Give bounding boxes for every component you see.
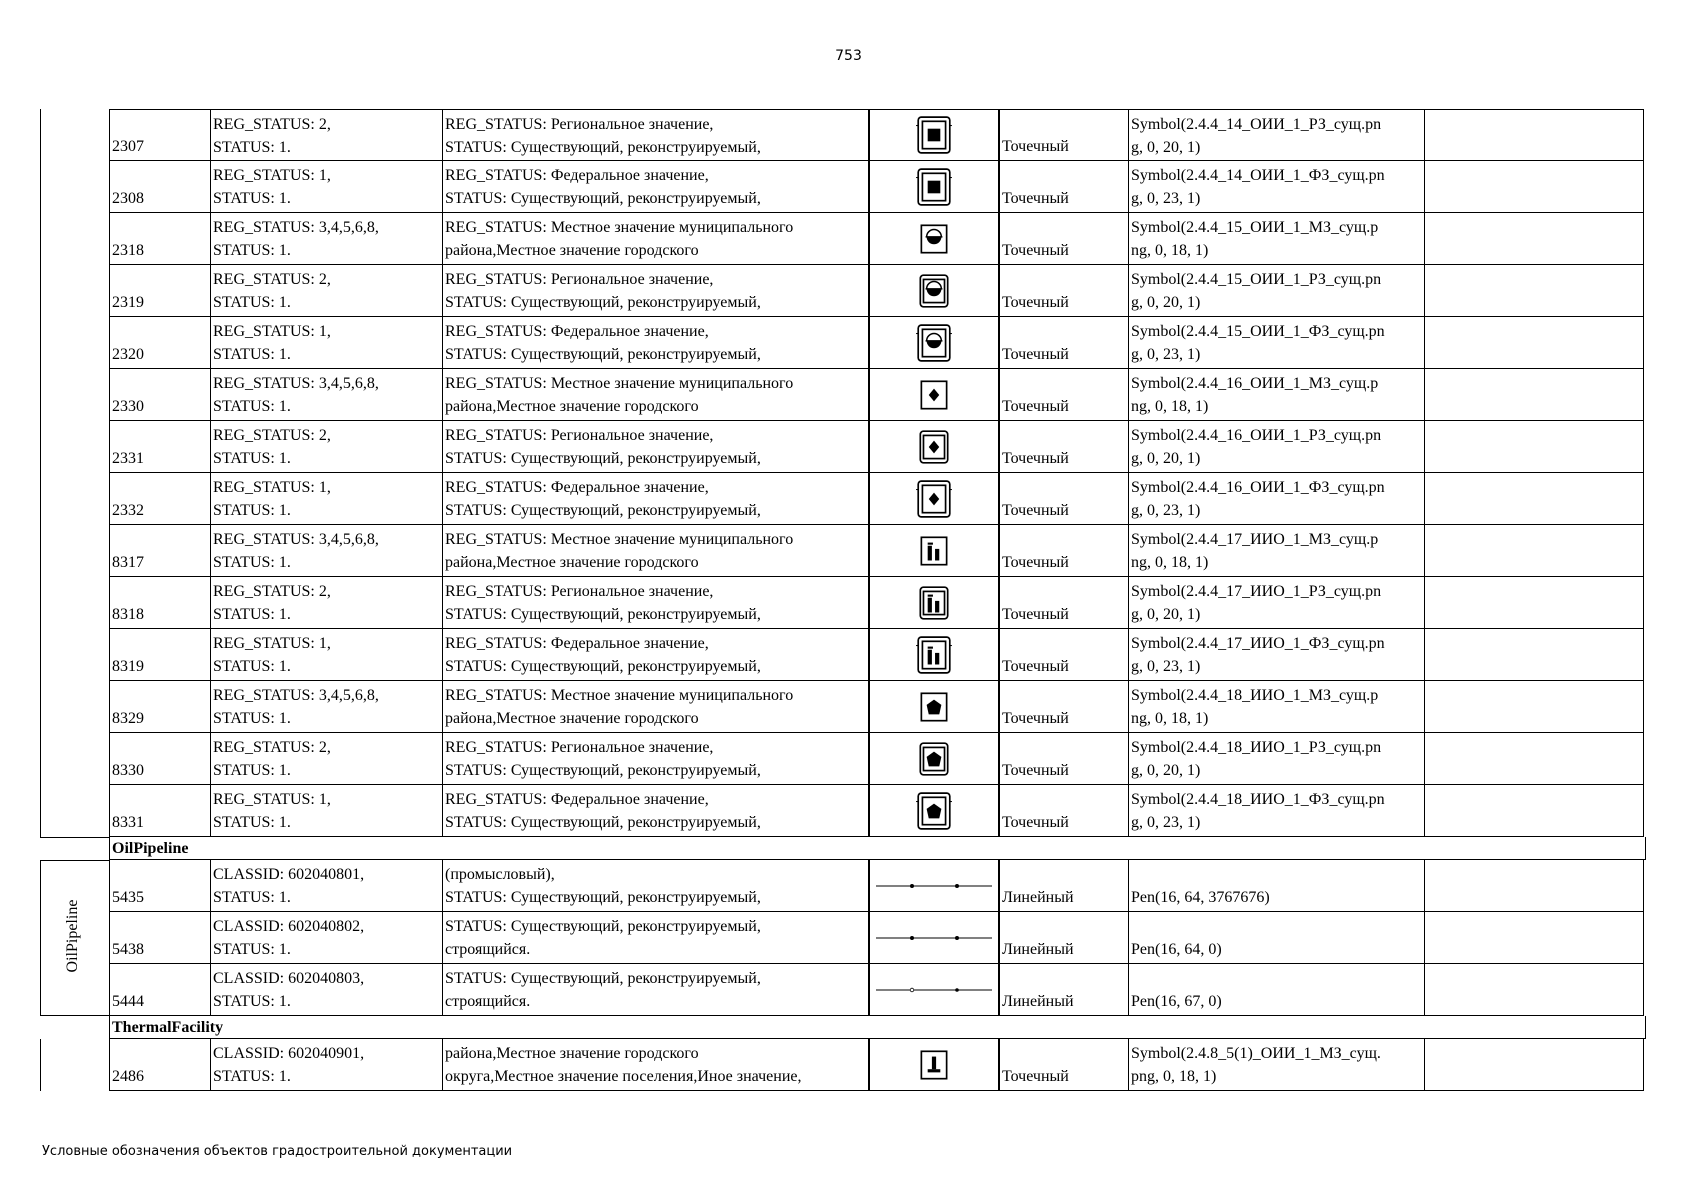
table-row xyxy=(40,860,1646,912)
table-row xyxy=(40,369,1646,421)
condition-cell: REG_STATUS: 2, STATUS: 1. xyxy=(211,733,443,785)
penta-r-icon xyxy=(914,739,954,779)
style-cell: Symbol(2.4.4_17_ИИО_1_ФЗ_сущ.pn g, 0, 23, 1) xyxy=(1129,629,1425,681)
condition-cell: REG_STATUS: 2, STATUS: 1. xyxy=(211,109,443,161)
diamond-f-icon xyxy=(914,479,954,519)
description-cell: REG_STATUS: Местное значение муниципального района,Местное значение городского xyxy=(443,369,869,421)
style-cell: Symbol(2.4.4_18_ИИО_1_РЗ_сущ.pn g, 0, 20, 1) xyxy=(1129,733,1425,785)
style-cell: Pen(16, 67, 0) xyxy=(1129,964,1425,1016)
description-cell: REG_STATUS: Федеральное значение, STATUS: Существующий, реконструируемый, xyxy=(443,785,869,837)
empty-cell xyxy=(1425,733,1644,785)
description-cell: REG_STATUS: Региональное значение, STATUS: Существующий, реконструируемый, xyxy=(443,577,869,629)
style-cell: Symbol(2.4.4_17_ИИО_1_РЗ_сущ.pn g, 0, 20, 1) xyxy=(1129,577,1425,629)
section-title: OilPipeline xyxy=(109,837,1646,860)
empty-cell xyxy=(1425,912,1644,964)
legend-symbol xyxy=(869,525,999,577)
condition-cell: REG_STATUS: 3,4,5,6,8, STATUS: 1. xyxy=(211,213,443,265)
condition-cell: REG_STATUS: 1, STATUS: 1. xyxy=(211,317,443,369)
legend-symbol xyxy=(869,629,999,681)
condition-cell: REG_STATUS: 2, STATUS: 1. xyxy=(211,265,443,317)
empty-cell xyxy=(1425,785,1644,837)
legend-symbol xyxy=(869,161,999,213)
style-cell: Symbol(2.4.4_16_ОИИ_1_ФЗ_сущ.pn g, 0, 23, 1) xyxy=(1129,473,1425,525)
object-id: 8330 xyxy=(109,733,211,785)
tower-r-icon xyxy=(914,583,954,623)
line-dots-icon xyxy=(872,876,996,896)
object-id: 2319 xyxy=(109,265,211,317)
style-cell: Symbol(2.4.4_18_ИИО_1_ФЗ_сущ.pn g, 0, 23, 1) xyxy=(1129,785,1425,837)
object-id: 8318 xyxy=(109,577,211,629)
geometry-type: Точечный xyxy=(999,161,1129,213)
style-cell: Symbol(2.4.4_14_ОИИ_1_РЗ_сущ.pn g, 0, 20, 1) xyxy=(1129,109,1425,161)
description-cell: района,Местное значение городского округа,Местное значение поселения,Иное значение, xyxy=(443,1039,869,1091)
table-row xyxy=(40,681,1646,733)
section-header-oilpipeline xyxy=(40,837,1646,860)
description-cell: (промысловый), STATUS: Существующий, реконструируемый, xyxy=(443,860,869,912)
legend-symbol xyxy=(869,964,999,1016)
legend-symbol xyxy=(869,421,999,473)
object-id: 2331 xyxy=(109,421,211,473)
condition-cell: REG_STATUS: 2, STATUS: 1. xyxy=(211,577,443,629)
legend-symbol xyxy=(869,860,999,912)
bowl-f-icon xyxy=(914,323,954,363)
description-cell: REG_STATUS: Федеральное значение, STATUS: Существующий, реконструируемый, xyxy=(443,161,869,213)
empty-cell xyxy=(1425,860,1644,912)
empty-cell xyxy=(1425,681,1644,733)
condition-cell: REG_STATUS: 2, STATUS: 1. xyxy=(211,421,443,473)
object-id: 2486 xyxy=(109,1039,211,1091)
geometry-type: Точечный xyxy=(999,785,1129,837)
description-cell: REG_STATUS: Региональное значение, STATUS: Существующий, реконструируемый, xyxy=(443,265,869,317)
legend-symbol xyxy=(869,369,999,421)
object-id: 2307 xyxy=(109,109,211,161)
description-cell: REG_STATUS: Федеральное значение, STATUS: Существующий, реконструируемый, xyxy=(443,629,869,681)
condition-cell: REG_STATUS: 3,4,5,6,8, STATUS: 1. xyxy=(211,369,443,421)
group-label: OilPipeline xyxy=(64,899,81,973)
page-number: 753 xyxy=(835,48,862,64)
style-cell: Symbol(2.4.4_16_ОИИ_1_РЗ_сущ.pn g, 0, 20, 1) xyxy=(1129,421,1425,473)
line-dots-icon xyxy=(872,928,996,948)
description-cell: REG_STATUS: Федеральное значение, STATUS: Существующий, реконструируемый, xyxy=(443,473,869,525)
geometry-type: Точечный xyxy=(999,265,1129,317)
legend-symbol xyxy=(869,265,999,317)
table-row xyxy=(40,629,1646,681)
geometry-type: Точечный xyxy=(999,681,1129,733)
object-id: 5444 xyxy=(109,964,211,1016)
description-cell: STATUS: Существующий, реконструируемый, строящийся. xyxy=(443,964,869,1016)
empty-cell xyxy=(1425,213,1644,265)
object-id: 2318 xyxy=(109,213,211,265)
table-row xyxy=(40,964,1646,1016)
style-cell: Symbol(2.4.4_17_ИИО_1_МЗ_сущ.p ng, 0, 18, 1) xyxy=(1129,525,1425,577)
square-frame-r-icon xyxy=(914,115,954,155)
geometry-type: Точечный xyxy=(999,473,1129,525)
table-row xyxy=(40,912,1646,964)
style-cell: Pen(16, 64, 0) xyxy=(1129,912,1425,964)
condition-cell: CLASSID: 602040802, STATUS: 1. xyxy=(211,912,443,964)
table-row xyxy=(40,109,1646,161)
description-cell: REG_STATUS: Местное значение муниципального района,Местное значение городского xyxy=(443,213,869,265)
group-border xyxy=(40,109,110,838)
empty-cell xyxy=(1425,265,1644,317)
style-cell: Symbol(2.4.4_16_ОИИ_1_МЗ_сущ.p ng, 0, 18, 1) xyxy=(1129,369,1425,421)
geometry-type: Линейный xyxy=(999,860,1129,912)
object-id: 5438 xyxy=(109,912,211,964)
description-cell: REG_STATUS: Местное значение муниципального района,Местное значение городского xyxy=(443,681,869,733)
table-row xyxy=(40,213,1646,265)
description-cell: REG_STATUS: Местное значение муниципального района,Местное значение городского xyxy=(443,525,869,577)
geometry-type: Линейный xyxy=(999,912,1129,964)
condition-cell: REG_STATUS: 1, STATUS: 1. xyxy=(211,473,443,525)
empty-cell xyxy=(1425,964,1644,1016)
bowl-m-icon xyxy=(914,219,954,259)
condition-cell: CLASSID: 602040803, STATUS: 1. xyxy=(211,964,443,1016)
style-cell: Symbol(2.4.4_15_ОИИ_1_МЗ_сущ.p ng, 0, 18, 1) xyxy=(1129,213,1425,265)
legend-symbol xyxy=(869,912,999,964)
object-id: 5435 xyxy=(109,860,211,912)
square-frame-f-icon xyxy=(914,167,954,207)
style-cell: Symbol(2.4.4_18_ИИО_1_МЗ_сущ.p ng, 0, 18, 1) xyxy=(1129,681,1425,733)
object-id: 2308 xyxy=(109,161,211,213)
description-cell: REG_STATUS: Региональное значение, STATUS: Существующий, реконструируемый, xyxy=(443,421,869,473)
empty-cell xyxy=(1425,369,1644,421)
table-row xyxy=(40,473,1646,525)
group-border xyxy=(40,1039,41,1091)
object-id: 2330 xyxy=(109,369,211,421)
group-cell-oilpipeline xyxy=(40,860,109,1016)
object-id: 8319 xyxy=(109,629,211,681)
object-id: 8329 xyxy=(109,681,211,733)
empty-cell xyxy=(1425,1039,1644,1091)
geometry-type: Точечный xyxy=(999,577,1129,629)
style-cell: Symbol(2.4.4_15_ОИИ_1_ФЗ_сущ.pn g, 0, 23, 1) xyxy=(1129,317,1425,369)
geometry-type: Точечный xyxy=(999,629,1129,681)
geometry-type: Точечный xyxy=(999,733,1129,785)
penta-f-icon xyxy=(914,791,954,831)
table-row xyxy=(40,1039,1646,1091)
style-cell: Symbol(2.4.4_14_ОИИ_1_ФЗ_сущ.pn g, 0, 23, 1) xyxy=(1129,161,1425,213)
section-header-thermalfacility xyxy=(40,1016,1646,1039)
table-row xyxy=(40,577,1646,629)
legend-symbol xyxy=(869,681,999,733)
table-row xyxy=(40,265,1646,317)
tower-m-icon xyxy=(914,531,954,571)
legend-symbol xyxy=(869,317,999,369)
table-row xyxy=(40,421,1646,473)
table-row xyxy=(40,733,1646,785)
legend-table xyxy=(40,109,1646,1091)
legend-symbol xyxy=(869,473,999,525)
object-id: 8331 xyxy=(109,785,211,837)
diamond-r-icon xyxy=(914,427,954,467)
description-cell: STATUS: Существующий, реконструируемый, строящийся. xyxy=(443,912,869,964)
geometry-type: Точечный xyxy=(999,213,1129,265)
condition-cell: CLASSID: 602040801, STATUS: 1. xyxy=(211,860,443,912)
geometry-type: Точечный xyxy=(999,109,1129,161)
object-id: 8317 xyxy=(109,525,211,577)
legend-symbol xyxy=(869,577,999,629)
line-open-icon xyxy=(872,980,996,1000)
geometry-type: Линейный xyxy=(999,964,1129,1016)
condition-cell: REG_STATUS: 3,4,5,6,8, STATUS: 1. xyxy=(211,525,443,577)
thermal-icon xyxy=(914,1045,954,1085)
empty-cell xyxy=(1425,421,1644,473)
geometry-type: Точечный xyxy=(999,421,1129,473)
condition-cell: REG_STATUS: 1, STATUS: 1. xyxy=(211,161,443,213)
condition-cell: REG_STATUS: 3,4,5,6,8, STATUS: 1. xyxy=(211,681,443,733)
geometry-type: Точечный xyxy=(999,369,1129,421)
description-cell: REG_STATUS: Федеральное значение, STATUS: Существующий, реконструируемый, xyxy=(443,317,869,369)
page-footer: Условные обозначения объектов градостроительной документации xyxy=(42,1144,513,1159)
condition-cell: REG_STATUS: 1, STATUS: 1. xyxy=(211,629,443,681)
description-cell: REG_STATUS: Региональное значение, STATUS: Существующий, реконструируемый, xyxy=(443,109,869,161)
legend-symbol xyxy=(869,785,999,837)
empty-cell xyxy=(1425,161,1644,213)
empty-cell xyxy=(1425,109,1644,161)
condition-cell: CLASSID: 602040901, STATUS: 1. xyxy=(211,1039,443,1091)
empty-cell xyxy=(1425,577,1644,629)
table-row xyxy=(40,317,1646,369)
geometry-type: Точечный xyxy=(999,525,1129,577)
legend-symbol xyxy=(869,109,999,161)
bowl-r-icon xyxy=(914,271,954,311)
legend-symbol xyxy=(869,733,999,785)
condition-cell: REG_STATUS: 1, STATUS: 1. xyxy=(211,785,443,837)
geometry-type: Точечный xyxy=(999,317,1129,369)
style-cell: Symbol(2.4.8_5(1)_ОИИ_1_МЗ_сущ. png, 0, 18, 1) xyxy=(1129,1039,1425,1091)
table-row xyxy=(40,525,1646,577)
geometry-type: Точечный xyxy=(999,1039,1129,1091)
legend-symbol xyxy=(869,1039,999,1091)
table-row xyxy=(40,161,1646,213)
penta-m-icon xyxy=(914,687,954,727)
legend-symbol xyxy=(869,213,999,265)
empty-cell xyxy=(1425,525,1644,577)
empty-cell xyxy=(1425,629,1644,681)
section-title: ThermalFacility xyxy=(109,1016,1646,1039)
diamond-m-icon xyxy=(914,375,954,415)
description-cell: REG_STATUS: Региональное значение, STATUS: Существующий, реконструируемый, xyxy=(443,733,869,785)
table-row xyxy=(40,785,1646,837)
style-cell: Symbol(2.4.4_15_ОИИ_1_РЗ_сущ.pn g, 0, 20, 1) xyxy=(1129,265,1425,317)
style-cell: Pen(16, 64, 3767676) xyxy=(1129,860,1425,912)
empty-cell xyxy=(1425,317,1644,369)
object-id: 2332 xyxy=(109,473,211,525)
tower-f-icon xyxy=(914,635,954,675)
empty-cell xyxy=(1425,473,1644,525)
object-id: 2320 xyxy=(109,317,211,369)
